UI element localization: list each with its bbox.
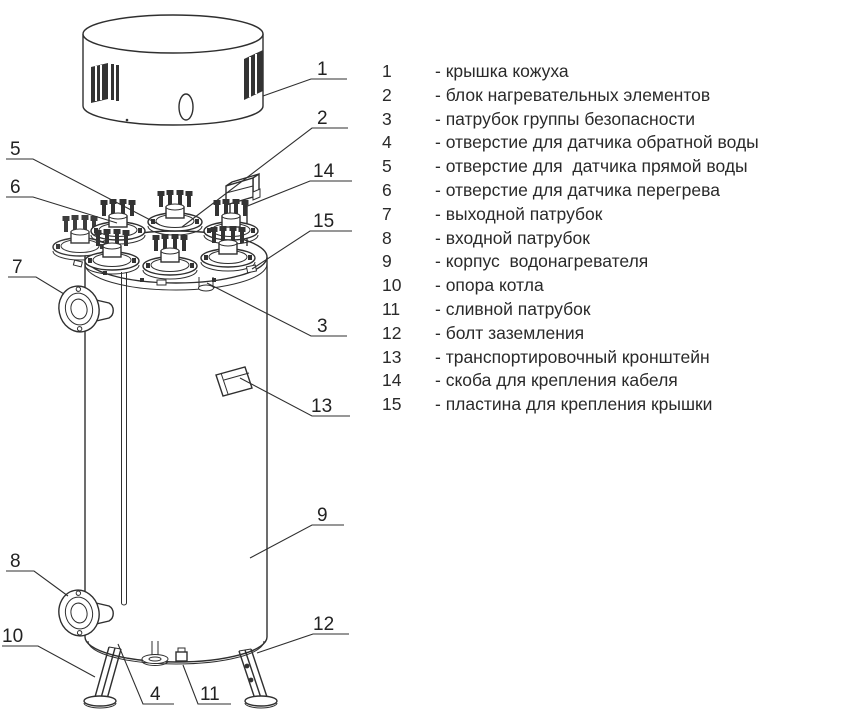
callout-label-3: 3 <box>317 316 328 337</box>
support-leg-right <box>239 649 277 708</box>
callout-label-1: 1 <box>317 59 328 80</box>
callout-leader-lines <box>2 79 352 704</box>
cover-lid <box>83 15 263 125</box>
legend-item-label: - опора котла <box>435 275 544 296</box>
inlet-pipe-flange <box>55 586 114 639</box>
legend-item-10 <box>382 274 854 298</box>
legend-item-label: - блок нагревательных элементов <box>435 84 711 105</box>
outlet-pipe-flange <box>55 282 114 335</box>
legend-item-label: - выходной патрубок <box>435 203 603 224</box>
legend-item-number: 3 <box>382 108 392 129</box>
vent-grille-left-icon <box>91 63 119 103</box>
tank-body <box>85 231 267 664</box>
legend-item-label: - крышка кожуха <box>435 61 569 81</box>
legend-item-label: - пластина для крепления крышки <box>435 394 713 415</box>
legend-item-6 <box>382 179 854 203</box>
legend-item-label: - отверстие для датчика прямой воды <box>435 156 748 177</box>
legend-item-number: 12 <box>382 322 402 343</box>
callout-label-11: 11 <box>200 684 220 705</box>
sensor-tube <box>122 272 127 605</box>
callout-label-4: 4 <box>150 684 161 705</box>
legend-item-4 <box>382 131 854 155</box>
legend-item-number: 9 <box>382 251 392 272</box>
legend-item-12 <box>382 322 854 346</box>
legend-item-15 <box>382 393 854 417</box>
lid-slot-hole <box>179 94 193 120</box>
legend-item-label: - отверстие для датчика обратной воды <box>435 132 759 153</box>
callout-label-7: 7 <box>12 257 23 278</box>
legend-item-8 <box>382 227 854 251</box>
legend-item-1 <box>382 60 854 84</box>
callout-label-9: 9 <box>317 505 328 526</box>
legend-item-7 <box>382 203 854 227</box>
legend-item-number: 5 <box>382 156 392 177</box>
legend-item-number: 4 <box>382 132 392 153</box>
parts-legend <box>382 60 854 417</box>
legend-item-label: - транспортировочный кронштейн <box>435 346 710 367</box>
return-water-sensor-fitting <box>142 641 168 666</box>
legend-item-label: - скоба для крепления кабеля <box>435 370 678 391</box>
callout-label-14: 14 <box>313 161 335 182</box>
legend-item-number: 2 <box>382 84 392 105</box>
legend-item-3 <box>382 108 854 132</box>
legend-item-number: 15 <box>382 394 402 415</box>
legend-item-number: 14 <box>382 370 402 391</box>
legend-item-label: - сливной патрубок <box>435 298 591 319</box>
legend-item-label: - болт заземления <box>435 322 585 343</box>
legend-item-label: - отверстие для датчика перегрева <box>435 179 720 200</box>
legend-item-5 <box>382 155 854 179</box>
callout-label-12: 12 <box>313 614 335 635</box>
drain-fitting <box>176 648 187 661</box>
legend-item-2 <box>382 84 854 108</box>
ground-bolt-icon <box>245 664 250 669</box>
legend-item-label: - патрубок группы безопасности <box>435 108 695 129</box>
legend-item-number: 8 <box>382 227 392 248</box>
legend-item-number: 6 <box>382 179 392 200</box>
legend-item-9 <box>382 250 854 274</box>
legend-item-number: 7 <box>382 203 392 224</box>
ground-bolt-icon <box>249 678 254 683</box>
legend-item-number: 10 <box>382 275 402 296</box>
callout-label-5: 5 <box>10 139 21 160</box>
callout-labels <box>2 59 335 705</box>
legend-item-number: 13 <box>382 346 402 367</box>
callout-label-6: 6 <box>10 177 21 198</box>
callout-label-10: 10 <box>2 626 24 647</box>
legend-item-13 <box>382 346 854 370</box>
legend-item-14 <box>382 369 854 393</box>
legend-item-11 <box>382 298 854 322</box>
legend-item-number: 11 <box>382 298 401 319</box>
callout-label-13: 13 <box>311 396 333 417</box>
legend-item-number: 1 <box>382 61 392 81</box>
legend-item-label: - корпус водонагревателя <box>435 251 649 272</box>
legend-item-label: - входной патрубок <box>435 227 590 248</box>
vent-grille-right-icon <box>244 50 263 100</box>
callout-label-2: 2 <box>317 108 328 129</box>
callout-label-8: 8 <box>10 551 21 572</box>
callout-label-15: 15 <box>313 211 335 232</box>
